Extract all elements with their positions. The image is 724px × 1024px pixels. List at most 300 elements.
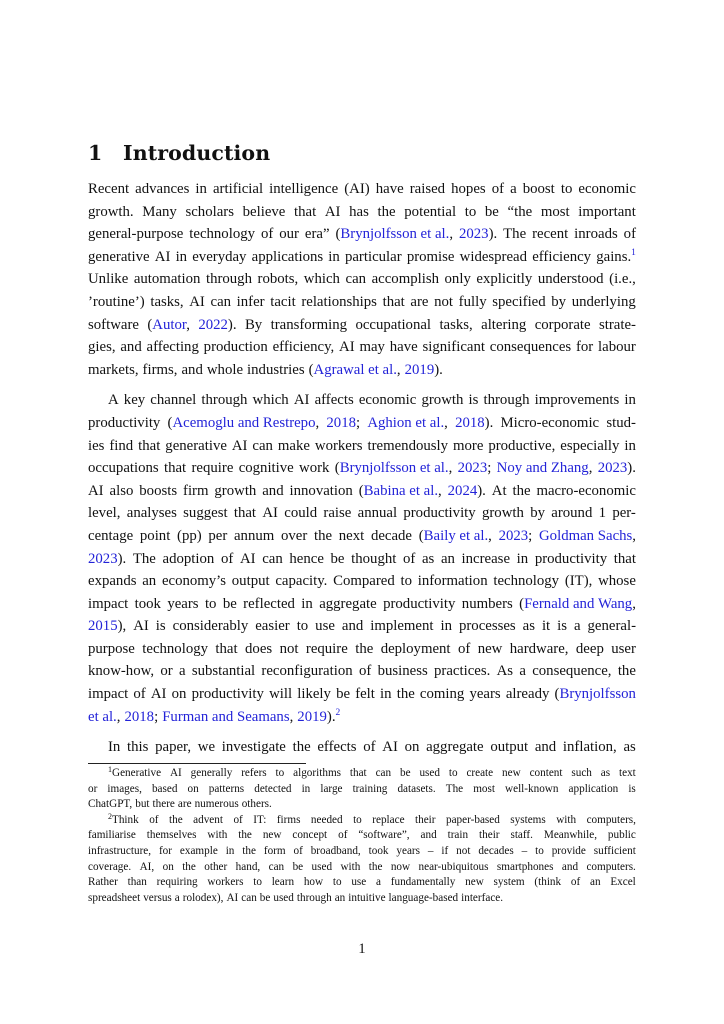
- word: consequence,: [532, 663, 612, 680]
- word: have: [389, 339, 418, 356]
- word: generative: [165, 437, 227, 454]
- word: patterns: [208, 782, 245, 795]
- word: in: [301, 595, 313, 612]
- word: thought: [351, 550, 397, 567]
- word: that: [215, 640, 238, 657]
- word: reconfiguration: [261, 663, 353, 680]
- word: general-: [587, 618, 636, 635]
- word: By: [244, 316, 263, 333]
- word: explicitly: [476, 271, 533, 288]
- word: themselves: [146, 829, 197, 842]
- footnote: [88, 766, 636, 813]
- word: can: [262, 550, 283, 567]
- word: investigate: [221, 739, 286, 756]
- word: technology: [493, 573, 560, 590]
- word: particular: [344, 248, 402, 265]
- word: capacity.: [275, 573, 328, 590]
- footnote-line: [88, 828, 636, 844]
- citation-link[interactable]: et al.: [88, 708, 117, 725]
- word: find: [109, 437, 134, 454]
- word: artificial: [212, 181, 264, 197]
- word: sufficient: [593, 844, 636, 857]
- word: as: [600, 767, 611, 779]
- word: and: [262, 482, 284, 499]
- word: used: [273, 891, 294, 904]
- word: computers.: [586, 860, 636, 873]
- word: AI: [150, 686, 167, 703]
- word: understood: [537, 271, 604, 288]
- word: infrastructure,: [88, 844, 152, 857]
- word: (IT),: [564, 573, 593, 590]
- word: not: [279, 640, 299, 657]
- word: information: [417, 573, 488, 590]
- citation-link[interactable]: Babina et al.: [363, 482, 439, 499]
- word: reflected: [243, 595, 295, 612]
- word: Recent: [88, 181, 130, 197]
- word: paper,: [155, 739, 192, 756]
- word: be: [292, 860, 304, 873]
- word: considerably: [172, 618, 249, 635]
- word: took: [134, 595, 161, 612]
- word: of: [491, 181, 505, 197]
- word: AI: [339, 339, 355, 356]
- word: workers: [314, 437, 363, 454]
- word: of: [220, 550, 234, 567]
- word: can: [375, 767, 392, 779]
- word: recent: [532, 226, 569, 243]
- text-line: [88, 525, 636, 548]
- word: 1: [598, 505, 607, 522]
- word: an: [334, 891, 346, 904]
- word: AI: [324, 203, 341, 220]
- word: work: [299, 460, 330, 477]
- word: intelligence: [269, 181, 339, 197]
- word: boost: [522, 181, 555, 197]
- word: 2019).: [404, 361, 443, 378]
- citation-link[interactable]: 2023: [597, 460, 628, 477]
- word: for: [158, 844, 172, 857]
- word: The: [132, 550, 156, 567]
- word: inroads: [574, 226, 618, 243]
- word: everyday: [192, 248, 247, 265]
- word: can: [345, 271, 367, 288]
- word: deep: [575, 640, 604, 657]
- word: gains.$^1$: [596, 247, 636, 265]
- word: familiarise: [88, 829, 136, 842]
- word: promise: [406, 248, 455, 265]
- word: to: [535, 844, 544, 857]
- citation-link[interactable]: 2019: [404, 361, 435, 378]
- word: through: [483, 392, 530, 409]
- word: infer: [236, 293, 265, 310]
- citation-link[interactable]: 2019: [297, 708, 327, 725]
- word: interface.: [461, 891, 504, 904]
- word: AI: [133, 618, 149, 635]
- footnote-number: 2: [108, 811, 112, 821]
- word: centage: [88, 527, 134, 544]
- word: tasks,: [439, 316, 473, 333]
- citation-link[interactable]: 2018: [455, 414, 485, 431]
- word: “the: [507, 203, 533, 220]
- word: (i.e.,: [609, 271, 636, 288]
- word: A: [108, 392, 119, 409]
- word: of: [457, 640, 471, 657]
- word: for: [575, 339, 594, 356]
- word: a: [174, 891, 180, 904]
- word: industries: [247, 361, 305, 378]
- word: generally: [190, 767, 233, 779]
- citation-link[interactable]: 2023: [498, 527, 529, 544]
- section-title: Introduction: [123, 140, 271, 165]
- word: next: [338, 527, 365, 544]
- word: in: [328, 248, 340, 265]
- text-line: [88, 178, 636, 201]
- citation-link[interactable]: 2018: [326, 414, 356, 431]
- word: affecting: [146, 339, 199, 356]
- word: years: [469, 686, 501, 703]
- text-line: [88, 480, 636, 503]
- section-heading: [88, 141, 270, 165]
- word: 2018;: [326, 414, 361, 431]
- word: may: [359, 339, 385, 356]
- citation-link[interactable]: Furman and Seamans: [162, 708, 290, 725]
- word: other: [204, 860, 228, 873]
- paragraph: [88, 389, 636, 728]
- word: ChatGPT,: [88, 798, 133, 811]
- word: by: [551, 293, 567, 310]
- word: implement: [370, 618, 434, 635]
- word: the: [368, 860, 383, 873]
- word: as: [623, 739, 636, 756]
- word: use: [315, 618, 335, 635]
- word: advent: [193, 813, 223, 826]
- word: replace: [372, 813, 405, 826]
- word: around: [551, 505, 593, 522]
- word: there: [152, 798, 175, 811]
- word: in: [624, 392, 636, 409]
- word: if: [441, 844, 449, 857]
- word: versus: [143, 891, 172, 904]
- word: images,: [107, 782, 142, 795]
- word: firms: [276, 813, 301, 826]
- word: can: [252, 437, 273, 454]
- word: 2023;: [498, 527, 533, 544]
- word: general-purpose: [88, 226, 184, 243]
- word: to: [253, 876, 262, 889]
- word: adoption: [162, 550, 215, 567]
- citation-link[interactable]: Goldman Sachs: [539, 527, 633, 544]
- word: require: [305, 640, 348, 657]
- word: firms,: [142, 361, 178, 378]
- word: already: [505, 686, 550, 703]
- word: IT:: [253, 813, 267, 826]
- word: annual: [357, 505, 398, 522]
- citation-link[interactable]: 2024: [447, 482, 478, 499]
- text-line: [88, 638, 636, 661]
- word: an: [440, 550, 455, 567]
- word: increase: [461, 550, 511, 567]
- word: occupational: [355, 316, 432, 333]
- word: ies: [88, 437, 105, 454]
- word: 2015),: [88, 618, 127, 635]
- footnote-number: 1: [108, 765, 112, 774]
- word: to: [332, 876, 342, 889]
- word: it: [541, 618, 551, 635]
- word: of: [293, 844, 303, 857]
- word: key: [123, 392, 146, 409]
- word: ’routine’): [88, 293, 145, 310]
- word: output: [231, 573, 270, 590]
- word: (Brynjolfsson et al.,: [335, 226, 454, 243]
- word: significant: [422, 339, 485, 356]
- word: can: [210, 293, 232, 310]
- word: Rather: [88, 876, 118, 889]
- word: innovation: [289, 482, 353, 499]
- word: economic: [358, 392, 417, 409]
- word: to: [296, 618, 309, 635]
- word: took: [368, 844, 389, 857]
- word: hence: [289, 550, 324, 567]
- citation-link[interactable]: Baily et al.: [423, 527, 489, 544]
- word: broadband,: [310, 844, 361, 857]
- citation-link[interactable]: Autor: [152, 316, 187, 333]
- text-line: [88, 660, 636, 683]
- citation-link[interactable]: 2018: [124, 708, 155, 725]
- word: productivity: [88, 414, 161, 431]
- word: per: [208, 527, 228, 544]
- word: era”: [304, 226, 330, 243]
- word: needed: [310, 813, 343, 826]
- word: growth: [421, 392, 464, 409]
- word: labour: [598, 339, 636, 356]
- word: AI: [169, 767, 182, 779]
- word: our: [279, 226, 299, 243]
- word: requiring: [156, 876, 198, 889]
- footnote-line: [88, 875, 636, 891]
- word: the: [377, 203, 396, 220]
- footnote-line: [88, 860, 636, 876]
- word: of: [260, 226, 274, 243]
- word: be: [222, 595, 237, 612]
- word: a: [510, 181, 517, 197]
- word: the: [169, 813, 183, 826]
- word: Compared: [333, 573, 395, 590]
- word: the: [512, 482, 531, 499]
- word: which: [303, 271, 340, 288]
- word: to: [464, 203, 477, 220]
- citation-link[interactable]: Acemoglu and Restrepo: [172, 414, 316, 431]
- word: to: [448, 767, 458, 779]
- citation-link[interactable]: Brynjolfsson: [559, 686, 636, 703]
- word: used: [419, 767, 440, 779]
- word: Meanwhile,: [543, 829, 597, 842]
- word: that: [163, 460, 187, 477]
- word: raised: [409, 181, 446, 197]
- word: to: [560, 181, 573, 197]
- word: years: [396, 844, 421, 857]
- footnote-line: [88, 797, 636, 813]
- word: impact: [88, 595, 129, 612]
- word: of: [403, 550, 416, 567]
- word: workers: [207, 876, 244, 889]
- word: that: [349, 767, 367, 779]
- word: (Fernald and Wang,: [519, 595, 636, 612]
- citation-link[interactable]: 2015: [88, 618, 118, 635]
- word: that: [382, 293, 405, 310]
- word: efficiency: [532, 248, 592, 265]
- citation-link[interactable]: Fernald and Wang: [524, 595, 633, 612]
- word: make: [277, 437, 310, 454]
- word: production: [203, 339, 268, 356]
- word: most: [540, 203, 570, 220]
- word: (Agrawal et al.,: [308, 361, 401, 378]
- word: of: [233, 813, 243, 826]
- word: productivity: [403, 505, 476, 522]
- word: deployment: [380, 640, 451, 657]
- citation-link[interactable]: 2022: [198, 316, 228, 333]
- word: in: [175, 248, 188, 265]
- word: will: [269, 686, 293, 703]
- word: economy’s: [161, 573, 227, 590]
- text-line: [88, 615, 636, 638]
- word: Noy and Zhang,: [496, 460, 593, 477]
- word: 2023;: [457, 460, 492, 477]
- word: detected: [254, 782, 292, 795]
- word: potential: [404, 203, 457, 220]
- citation-link[interactable]: Brynjolfsson et al.: [339, 460, 449, 477]
- word: stud-: [606, 414, 636, 431]
- word: paper-based: [446, 813, 500, 826]
- paragraph: [88, 178, 636, 381]
- word: effects: [317, 739, 357, 756]
- word: fundamentally: [390, 876, 456, 889]
- word: productivity: [383, 595, 456, 612]
- word: 2023).: [458, 226, 498, 243]
- word: refers: [241, 767, 267, 779]
- word: and: [561, 860, 579, 873]
- word: In: [108, 739, 121, 756]
- footnote-marker[interactable]: 2: [335, 707, 341, 718]
- word: growth: [481, 505, 524, 522]
- word: (Brynjolfsson: [554, 686, 636, 703]
- word: to: [275, 767, 285, 779]
- word: has: [349, 203, 369, 220]
- word: level,: [88, 505, 121, 522]
- paragraph: [88, 736, 636, 759]
- citation-link[interactable]: 2023: [457, 460, 488, 477]
- word: on: [187, 782, 199, 795]
- word: through: [205, 271, 252, 288]
- word: of: [358, 663, 372, 680]
- word: and: [420, 829, 437, 842]
- word: of: [623, 226, 636, 243]
- word: the: [617, 663, 636, 680]
- word: channel: [150, 392, 197, 409]
- word: such: [571, 767, 592, 779]
- word: or: [88, 782, 98, 795]
- word: through: [201, 392, 248, 409]
- word: text: [619, 767, 636, 779]
- word: does: [245, 640, 273, 657]
- word: felt: [355, 686, 375, 703]
- word: or: [160, 663, 173, 680]
- word: efficiency,: [272, 339, 335, 356]
- footnote-marker[interactable]: 1: [631, 247, 636, 258]
- word: Unlike: [88, 271, 129, 288]
- word: of: [363, 739, 376, 756]
- word: accomplish: [371, 271, 439, 288]
- word: only: [444, 271, 471, 288]
- word: know-how,: [88, 663, 155, 680]
- word: AI,: [139, 860, 155, 873]
- word: “software”,: [358, 829, 410, 842]
- word: computers,: [586, 813, 636, 826]
- citation-link[interactable]: Agrawal et al.: [313, 361, 397, 378]
- word: as: [522, 618, 535, 635]
- text-line: [88, 201, 636, 224]
- word: scholars: [185, 203, 234, 220]
- word: in: [516, 550, 529, 567]
- word: et al.,: [88, 708, 121, 725]
- word: to: [204, 595, 217, 612]
- text-line: [88, 412, 636, 435]
- word: (Acemoglu and Restrepo,: [167, 414, 320, 431]
- word: this: [127, 739, 149, 756]
- text-line: [88, 359, 636, 382]
- word: improvements: [534, 392, 620, 409]
- word: provide: [551, 844, 586, 857]
- citation-link[interactable]: 2023: [458, 226, 489, 243]
- word: 2023).: [597, 460, 636, 477]
- word: is: [468, 392, 479, 409]
- footnotes: [88, 766, 636, 906]
- word: AI: [226, 891, 239, 904]
- word: AI: [293, 392, 310, 409]
- word: not: [434, 293, 454, 310]
- text-line: [88, 246, 636, 269]
- word: markets,: [88, 361, 139, 378]
- word: is: [155, 618, 166, 635]
- word: a: [376, 876, 381, 889]
- word: economic: [578, 181, 636, 197]
- word: systems: [510, 813, 546, 826]
- word: more: [452, 437, 484, 454]
- footnote-line: [88, 844, 636, 860]
- citation-link[interactable]: 2023: [88, 550, 118, 567]
- word: be: [330, 550, 345, 567]
- word: and: [534, 739, 557, 756]
- word: growth: [214, 482, 257, 499]
- footnote-line: [88, 813, 636, 829]
- word: also: [109, 482, 134, 499]
- word: with: [340, 860, 361, 873]
- word: firm: [183, 482, 209, 499]
- text-line: [88, 736, 636, 759]
- word: on: [404, 739, 420, 756]
- word: AI: [88, 482, 104, 499]
- word: substantial: [191, 663, 256, 680]
- word: decades: [478, 844, 514, 857]
- word: could: [284, 505, 318, 522]
- citation-link[interactable]: Brynjolfsson et al.: [340, 226, 450, 243]
- word: business: [377, 663, 428, 680]
- word: (Brynjolfsson et al.,: [334, 460, 453, 477]
- word: tacit: [270, 293, 296, 310]
- citation-link[interactable]: Aghion et al.: [367, 414, 445, 431]
- word: content: [529, 767, 563, 779]
- word: of: [570, 876, 581, 889]
- citation-link[interactable]: Noy and Zhang: [496, 460, 589, 477]
